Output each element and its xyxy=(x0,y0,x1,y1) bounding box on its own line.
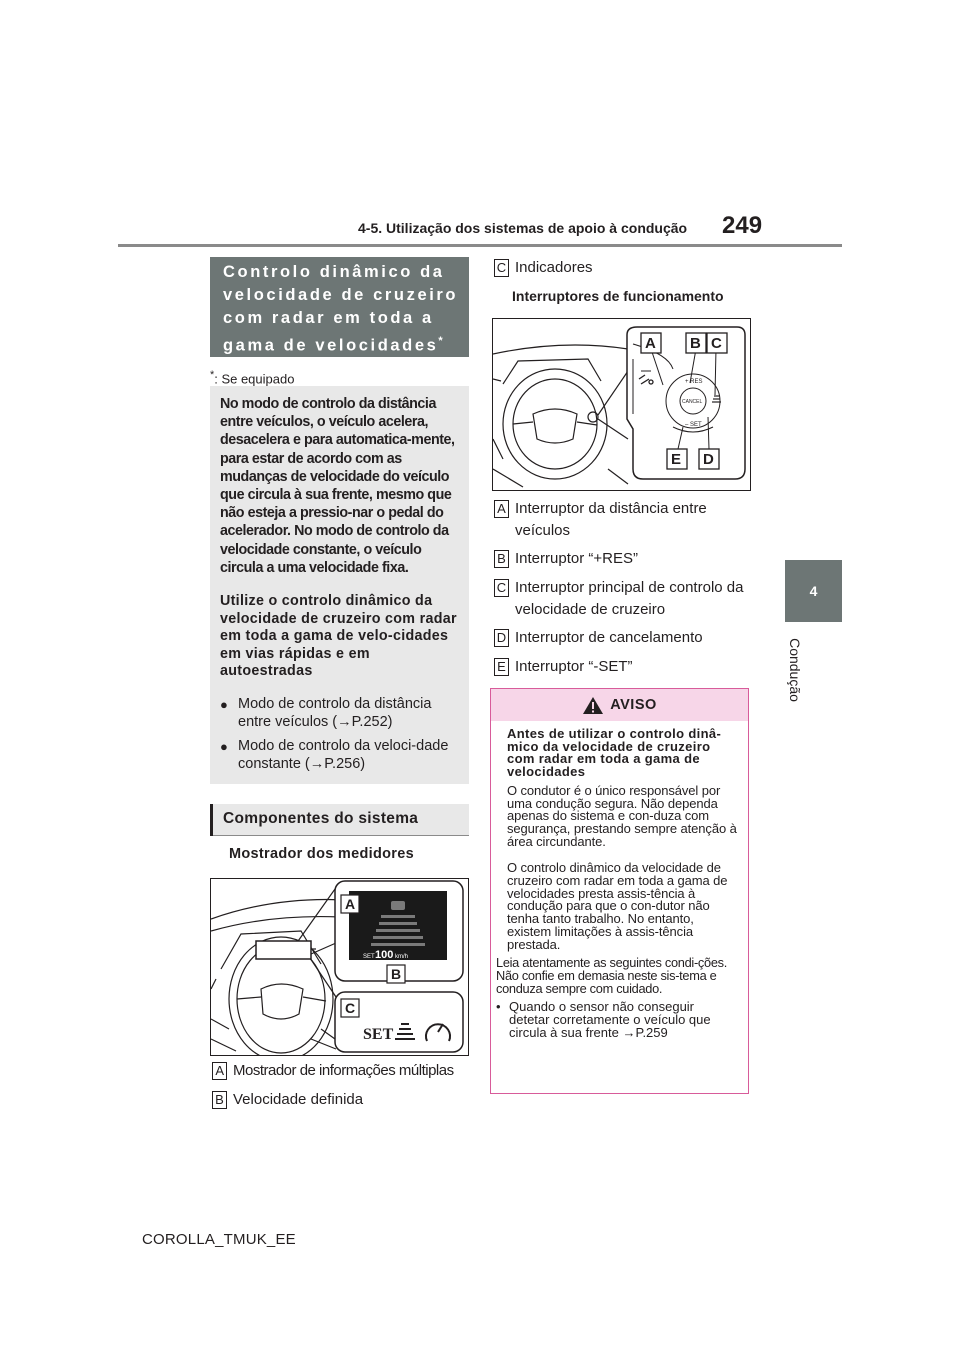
display-speed-text: 100 xyxy=(375,949,394,961)
section-title-box xyxy=(210,257,469,357)
item-text: Interruptor de cancelamento xyxy=(515,629,703,646)
chapter-tab[interactable]: 4 xyxy=(785,560,842,622)
res-label: + RES xyxy=(685,379,703,385)
warning-header xyxy=(491,689,748,721)
warning-paragraph: O condutor é o único responsável por uma condução segura. Não dependa apenas do sistema e con-duza com segurança, prestando sempre atenção à área circundante. xyxy=(507,782,737,849)
item-text: Indicadores xyxy=(515,259,593,276)
item-text: Interruptor principal de controlo da velocidade de cruzeiro xyxy=(515,579,744,618)
letter-box: C xyxy=(494,579,509,597)
warning-content xyxy=(491,728,748,951)
bullet-text[interactable]: Modo de controlo da veloci-dade constante (→P.256) xyxy=(238,737,449,772)
section-header: 4-5. Utilização dos sistemas de apoio à condução xyxy=(358,220,688,236)
cancel-label: CANCEL xyxy=(682,399,703,405)
footer-model-code: COROLLA_TMUK_EE xyxy=(142,1231,296,1248)
switch-item-c-row xyxy=(494,577,750,621)
meter-title: Mostrador dos medidores xyxy=(229,846,414,862)
callout-a: A xyxy=(345,896,356,912)
intro-heading: Utilize o controlo dinâmico da velocidade de cruzeiro com radar em toda a gama de velo-cidades em vias rápidas e em autoestradas xyxy=(220,593,457,680)
item-text: Mostrador de informações múltiplas xyxy=(233,1062,454,1079)
letter-box: B xyxy=(494,550,509,568)
bullet-dot: ● xyxy=(220,696,228,712)
item-text: Interruptor “+RES” xyxy=(515,550,638,567)
display-set-text: SET xyxy=(363,954,375,960)
item-a-row xyxy=(212,1060,454,1082)
letter-box: E xyxy=(494,658,509,676)
letter-box: C xyxy=(494,259,509,277)
intro-box xyxy=(210,386,469,784)
footnote-text: : Se equipado xyxy=(214,371,295,387)
warning-box xyxy=(490,688,749,1094)
footnote-asterisk: * xyxy=(210,369,215,381)
switch-item-d-row xyxy=(494,627,703,649)
letter-box: A xyxy=(494,500,509,518)
item-c-row xyxy=(494,257,593,279)
item-text: Interruptor “-SET” xyxy=(515,658,633,675)
warning-paragraph: O controlo dinâmico da velocidade de cruzeiro com radar em toda a gama de velocidades presta assis-tência à condução para que o con-dutor não tenha tanto trabalho. No entanto, existem limitações à assis-tência prestada. xyxy=(507,860,728,952)
item-text: Interruptor da distância entre veículos xyxy=(515,500,707,539)
intro-text: No modo de controlo da distância entre veículos, o veículo acelera, desacelera e para automatica-mente, para estar de acordo com as mudanças de velocidade do veículo que circula à sua frente, mesmo que não esteja a pressio-nar o pedal do acelerador. No modo de controlo da velocidade constante, o veículo circula a uma velocidade fixa. xyxy=(220,396,455,576)
bullet-text[interactable]: Modo de controlo da distância entre veículos (→P.252) xyxy=(238,695,432,730)
switch-item-a-row xyxy=(494,498,730,542)
title-line xyxy=(223,330,459,358)
letter-box: B xyxy=(212,1091,227,1109)
warning-subtitle: Antes de utilizar o controlo dinâ-mico da velocidade de cruzeiro com radar em toda a gama de velocidades xyxy=(507,726,722,780)
page-number: 249 xyxy=(722,212,763,239)
meter-illustration xyxy=(210,878,469,1056)
callout-d: D xyxy=(703,451,714,468)
callout-a: A xyxy=(645,335,656,352)
warning-paragraph: Leia atentamente as seguintes condi-ções. Não confie em demasia neste sis-tema e conduza sempre com cuidado. xyxy=(496,955,727,996)
callout-b: B xyxy=(391,966,402,982)
switch-item-b-row xyxy=(494,548,638,570)
switch-drawing xyxy=(493,319,750,490)
bullet-dot: ● xyxy=(220,738,228,754)
letter-box: A xyxy=(212,1062,227,1080)
header-divider xyxy=(118,244,842,247)
chapter-label-text: Condução xyxy=(787,638,803,702)
callout-e: E xyxy=(671,451,682,468)
letter-box: D xyxy=(494,629,509,647)
item-text: Velocidade definida xyxy=(233,1091,364,1108)
callout-b: B xyxy=(690,335,701,352)
warning-bullet-text[interactable]: Quando o sensor não conseguir detetar corretamente o veículo que circula à sua frente →P.259 xyxy=(509,999,711,1040)
bullet-item xyxy=(220,737,461,773)
title-line-text: gama de velocidades xyxy=(223,336,439,355)
switches-title: Interruptores de funcionamento xyxy=(512,288,724,304)
indicator-set-text: SET xyxy=(363,1026,394,1043)
meter-drawing xyxy=(211,879,468,1055)
display-unit-text: km/h xyxy=(395,954,409,960)
warning-triangle-icon xyxy=(582,696,604,715)
components-heading: Componentes do sistema xyxy=(210,804,469,836)
callout-c: C xyxy=(711,335,722,352)
bullet-dot: • xyxy=(496,999,501,1015)
bullet-item xyxy=(220,695,461,731)
title-asterisk: * xyxy=(438,335,443,347)
chapter-label xyxy=(780,630,810,710)
warning-title: AVISO xyxy=(610,697,657,713)
title-line: com radar em toda a xyxy=(223,309,434,327)
footnote xyxy=(210,369,294,386)
switch-item-e-row xyxy=(494,656,633,678)
switch-illustration xyxy=(492,318,751,491)
title-line: Controlo dinâmico da xyxy=(223,263,445,281)
item-b-row xyxy=(212,1089,363,1111)
warning-bullet xyxy=(496,1001,738,1039)
set-label: – SET xyxy=(685,422,702,428)
callout-c: C xyxy=(345,1000,356,1016)
title-line: velocidade de cruzeiro xyxy=(223,286,459,304)
